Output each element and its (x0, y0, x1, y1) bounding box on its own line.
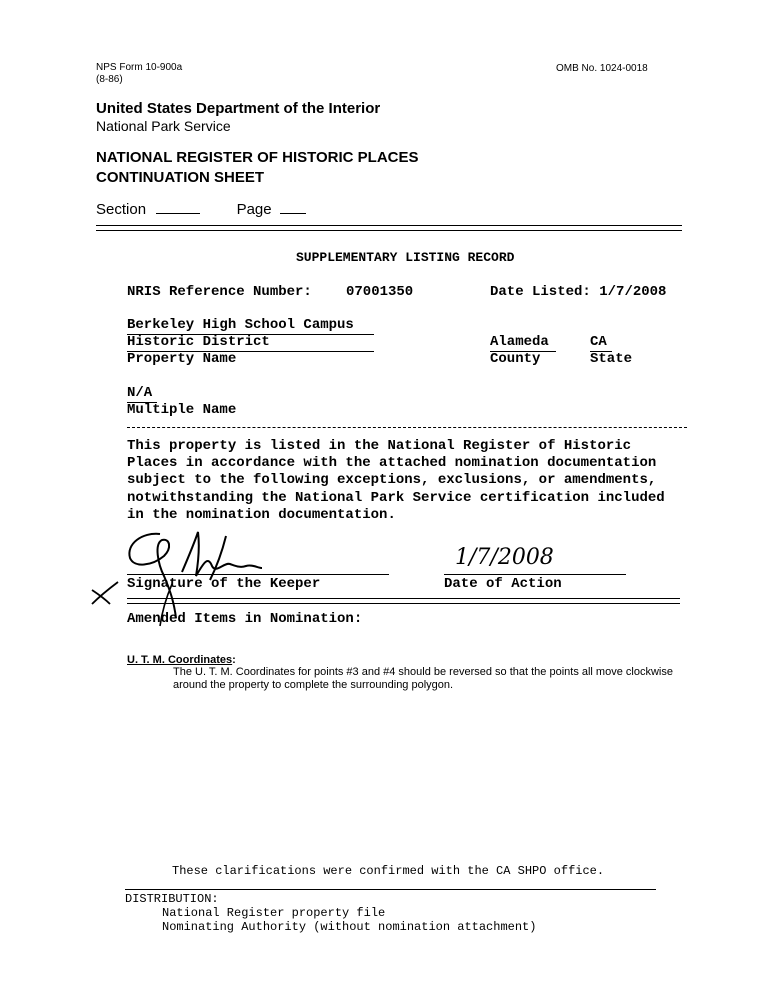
utm-heading (127, 654, 236, 666)
statement-line: notwithstanding the National Park Service certification included (127, 490, 665, 506)
amended-items-label: Amended Items in Nomination: (127, 611, 363, 627)
form-date: (8-86) (96, 74, 123, 85)
title-line-1: NATIONAL REGISTER OF HISTORIC PLACES (96, 149, 419, 166)
omb-number: OMB No. 1024-0018 (556, 63, 648, 74)
statement-line: This property is listed in the National Register of Historic (127, 438, 632, 454)
property-name-label: Property Name (127, 351, 237, 367)
page-blank (280, 213, 306, 214)
utm-text-line-2: around the property to complete the surrounding polygon. (173, 679, 454, 691)
signature-line (127, 574, 389, 575)
state-label: State (590, 351, 633, 367)
signature-label: Signature of the Keeper (127, 576, 321, 592)
county-label: County (490, 351, 541, 367)
agency-name: National Park Service (96, 118, 231, 134)
date-listed (490, 284, 666, 300)
nris-label: NRIS Reference Number: (127, 284, 312, 300)
property-name-line-2: Historic District (127, 334, 270, 350)
distribution-rule (125, 889, 656, 890)
section-field (96, 201, 306, 218)
utm-text-line-1: The U. T. M. Coordinates for points #3 and #4 should be reversed so that the points all move clockwise (173, 666, 673, 678)
nris-value: 07001350 (346, 284, 414, 300)
page-label: Page (236, 201, 272, 218)
section-label: Section (96, 201, 147, 218)
county-value: Alameda (490, 334, 549, 350)
distribution-item: Nominating Authority (without nomination attachment) (162, 920, 537, 934)
form-number: NPS Form 10-900a (96, 62, 183, 73)
distribution-item: National Register property file (162, 906, 386, 920)
section-blank (156, 213, 200, 214)
distribution-label: DISTRIBUTION: (125, 892, 219, 906)
state-value: CA (590, 334, 607, 350)
date-listed-label: Date Listed: (490, 284, 591, 300)
header-rule (96, 225, 682, 231)
department-name: United States Department of the Interior (96, 100, 381, 117)
statement-line: subject to the following exceptions, exclusions, or amendments, (127, 472, 657, 488)
date-listed-value: 1/7/2008 (599, 284, 667, 300)
clarification-note: These clarifications were confirmed with the CA SHPO office. (172, 864, 605, 878)
action-date-handwritten: 1/7/2008 (455, 545, 554, 570)
record-heading: SUPPLEMENTARY LISTING RECORD (296, 250, 515, 265)
utm-heading-text: U. T. M. Coordinates (127, 654, 233, 666)
dashed-separator (127, 427, 687, 428)
statement-line: Places in accordance with the attached nomination documentation (127, 455, 657, 471)
checkmark-annotation-icon (88, 578, 122, 608)
multiple-name-value: N/A (127, 385, 153, 401)
statement-line: in the nomination documentation. (127, 507, 396, 523)
title-line-2: CONTINUATION SHEET (96, 169, 265, 186)
date-of-action-line (444, 574, 626, 575)
utm-heading-colon: : (232, 654, 236, 666)
property-name-line-1: Berkeley High School Campus (127, 317, 354, 333)
date-of-action-label: Date of Action (444, 576, 562, 592)
signature-rule (127, 598, 680, 604)
multiple-name-label: Multiple Name (127, 402, 237, 418)
